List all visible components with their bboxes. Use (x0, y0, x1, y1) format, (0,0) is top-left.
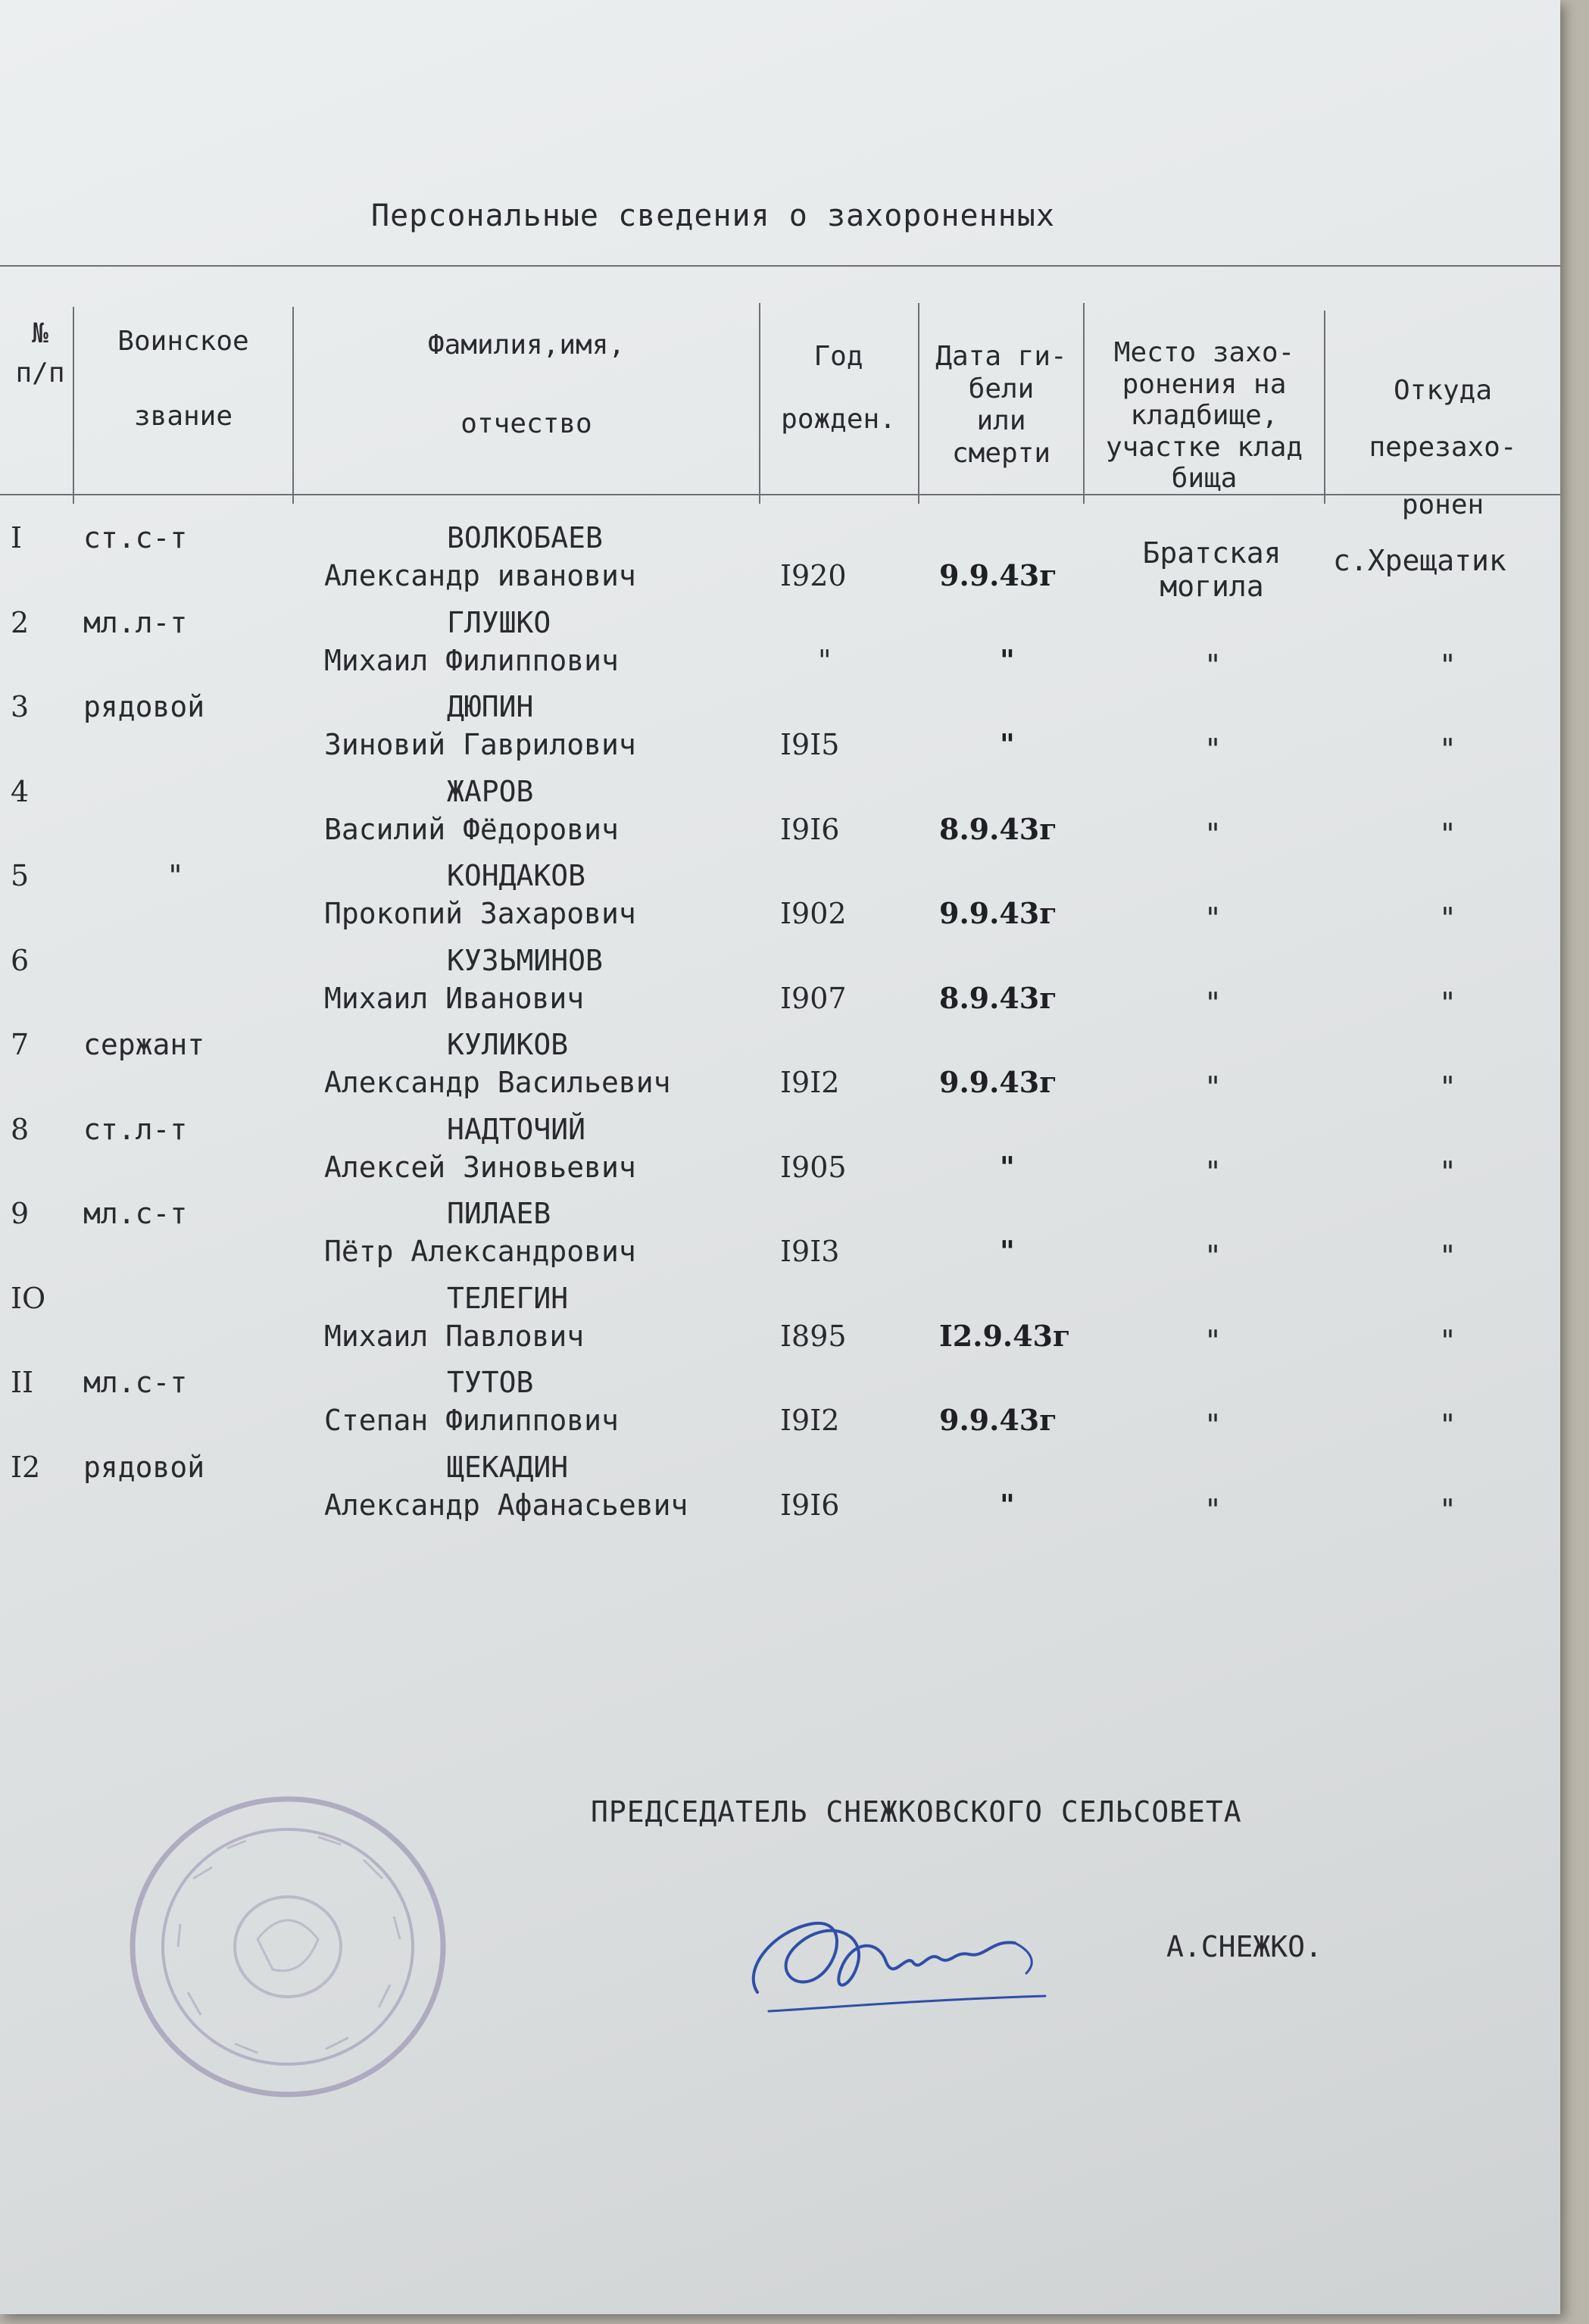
cell-surname: НАДТОЧИЙ (447, 1112, 586, 1146)
cell-burial-place: " (1204, 1239, 1222, 1273)
cell-surname: КОНДАКОВ (447, 859, 586, 892)
cell-num: 5 (11, 859, 30, 892)
cell-surname: ТЕЛЕГИН (447, 1281, 569, 1315)
cell-birth-year: I9I2 (780, 1404, 840, 1437)
cell-moved-from: " (1439, 1323, 1456, 1357)
header-place-line: кладбище, (1130, 400, 1278, 432)
cell-num: 9 (11, 1197, 30, 1230)
cell-birth-year: I902 (780, 897, 847, 930)
cell-rank: ст.с-т (83, 521, 188, 554)
cell-burial-place: Братская могила (1142, 536, 1282, 603)
signer-name: А.СНЕЖКО. (1166, 1930, 1322, 1963)
cell-moved-from: " (1439, 1154, 1456, 1189)
header-from-line: перезахо- (1369, 432, 1517, 464)
document-title: Персональные сведения о захороненных (371, 198, 1055, 233)
cell-death-date: 9.9.43г (939, 558, 1057, 592)
cell-given-name: Степан Филиппович (324, 1404, 619, 1437)
header-date-line: Дата ги- (935, 341, 1067, 372)
header-year-line: Год (813, 341, 863, 372)
cell-given-name: Пётр Александрович (324, 1235, 636, 1268)
cell-birth-year: I9I2 (780, 1066, 840, 1099)
cell-birth-year: I9I6 (780, 812, 840, 846)
cell-rank: мл.с-т (83, 1366, 188, 1399)
cell-rank: мл.с-т (83, 1197, 188, 1230)
header-place-line: ронения на (1122, 368, 1287, 400)
cell-burial-place: " (1204, 1492, 1222, 1526)
header-place-line: участке клад (1105, 431, 1303, 463)
cell-birth-year: I9I6 (780, 1488, 840, 1522)
header-rank-line: Воинское (117, 326, 249, 357)
signature (727, 1879, 1091, 2030)
cell-num: IO (11, 1281, 46, 1315)
header-from-line: ронен (1401, 489, 1484, 520)
cell-num: I2 (11, 1450, 41, 1484)
header-num-line: № (32, 318, 48, 349)
cell-burial-place: " (1204, 1154, 1222, 1189)
cell-given-name: Василий Фёдорович (324, 812, 619, 846)
header-place-line: Место захо- (1113, 337, 1295, 368)
cell-num: 6 (11, 943, 30, 977)
cell-num: II (11, 1366, 34, 1399)
cell-given-name: Александр Васильевич (324, 1066, 671, 1099)
cell-rank: рядовой (83, 690, 205, 723)
cell-burial-place: " (1204, 901, 1222, 935)
header-year-line: рожден. (781, 404, 896, 436)
cell-burial-place: " (1204, 817, 1222, 851)
cell-death-date: 8.9.43г (939, 811, 1057, 846)
cell-death-date: 9.9.43г (939, 1403, 1057, 1437)
cell-surname: ПИЛАЕВ (447, 1197, 551, 1230)
cell-moved-from: " (1439, 648, 1456, 682)
header-name-line: отчество (460, 408, 592, 439)
cell-num: I (11, 521, 23, 554)
cell-surname: ГЛУШКО (447, 605, 551, 639)
cell-given-name: Алексей Зиновьевич (324, 1150, 636, 1184)
cell-birth-year: I907 (780, 981, 847, 1015)
cell-surname: КУЛИКОВ (447, 1028, 569, 1061)
cell-death-date: " (1000, 1487, 1015, 1522)
cell-given-name: Михаил Иванович (324, 981, 585, 1015)
cell-given-name: Прокопий Захарович (324, 897, 636, 930)
cell-surname: КУЗЬМИНОВ (447, 943, 603, 977)
header-date-line: или (976, 405, 1026, 437)
cell-moved-from: с.Хрещатик (1333, 544, 1506, 577)
cell-burial-place: " (1204, 1408, 1222, 1442)
cell-burial-place: " (1204, 986, 1222, 1020)
cell-death-date: " (1000, 1149, 1015, 1184)
chairman-title: ПРЕДСЕДАТЕЛЬ СНЕЖКОВСКОГО СЕЛЬСОВЕТА (591, 1795, 1242, 1829)
header-date-line: бели (968, 373, 1035, 405)
cell-death-date: 9.9.43г (939, 1065, 1057, 1099)
cell-rank: рядовой (83, 1450, 205, 1484)
cell-death-date: " (1000, 1234, 1015, 1268)
cell-surname: ВОЛКОБАЕВ (447, 521, 603, 554)
cell-surname: ЩЕКАДИН (447, 1450, 569, 1484)
cell-moved-from: " (1439, 1492, 1456, 1526)
cell-death-date: I2.9.43г (939, 1318, 1071, 1353)
cell-num: 7 (11, 1028, 30, 1061)
cell-death-date: " (1000, 642, 1015, 677)
cell-moved-from: " (1439, 732, 1456, 766)
cell-moved-from: " (1439, 986, 1456, 1020)
cell-birth-year: I920 (780, 559, 847, 592)
cell-moved-from: " (1439, 1239, 1456, 1273)
header-from-line: Откуда (1393, 375, 1493, 406)
cell-num: 4 (11, 774, 30, 808)
cell-moved-from: " (1439, 1070, 1456, 1104)
cell-num: 2 (11, 605, 30, 639)
cell-burial-place: " (1204, 1070, 1222, 1104)
cell-surname: ЖАРОВ (447, 774, 534, 808)
cell-birth-year: I895 (780, 1319, 847, 1353)
header-place-line: бища (1171, 463, 1238, 495)
cell-burial-place: " (1204, 648, 1222, 682)
cell-death-date: " (1000, 727, 1015, 761)
cell-birth-year: I9I3 (780, 1235, 840, 1268)
cell-given-name: Александр иванович (324, 559, 636, 592)
cell-rank: мл.л-т (83, 605, 188, 639)
cell-birth-year: " (818, 643, 832, 677)
cell-given-name: Михаил Павлович (324, 1319, 585, 1353)
cell-death-date: 9.9.43г (939, 896, 1057, 930)
cell-moved-from: " (1439, 901, 1456, 935)
cell-birth-year: I9I5 (780, 728, 840, 761)
cell-birth-year: I905 (780, 1150, 847, 1184)
cell-surname: ТУТОВ (447, 1366, 534, 1399)
cell-given-name: Зиновий Гаврилович (324, 728, 636, 761)
official-seal (121, 1788, 454, 2106)
cell-num: 8 (11, 1112, 30, 1146)
cell-given-name: Михаил Филиппович (324, 643, 619, 677)
cell-rank: ст.л-т (83, 1112, 188, 1146)
cell-surname: ДЮПИН (447, 690, 534, 723)
cell-moved-from: " (1439, 817, 1456, 851)
cell-burial-place: " (1204, 1323, 1222, 1357)
cell-moved-from: " (1439, 1408, 1456, 1442)
cell-death-date: 8.9.43г (939, 980, 1057, 1015)
cell-num: 3 (11, 690, 30, 723)
cell-given-name: Александр Афанасьевич (324, 1488, 688, 1522)
col-divider (292, 307, 294, 504)
header-rank-line: звание (133, 400, 233, 432)
header-date-line: смерти (951, 437, 1051, 469)
header-name-line: Фамилия,имя, (427, 330, 626, 361)
header-num-line: п/п (15, 358, 65, 389)
cell-rank: сержант (83, 1028, 205, 1061)
table-top-rule (0, 265, 1560, 267)
cell-rank: " (167, 859, 184, 892)
cell-burial-place: " (1204, 732, 1222, 766)
